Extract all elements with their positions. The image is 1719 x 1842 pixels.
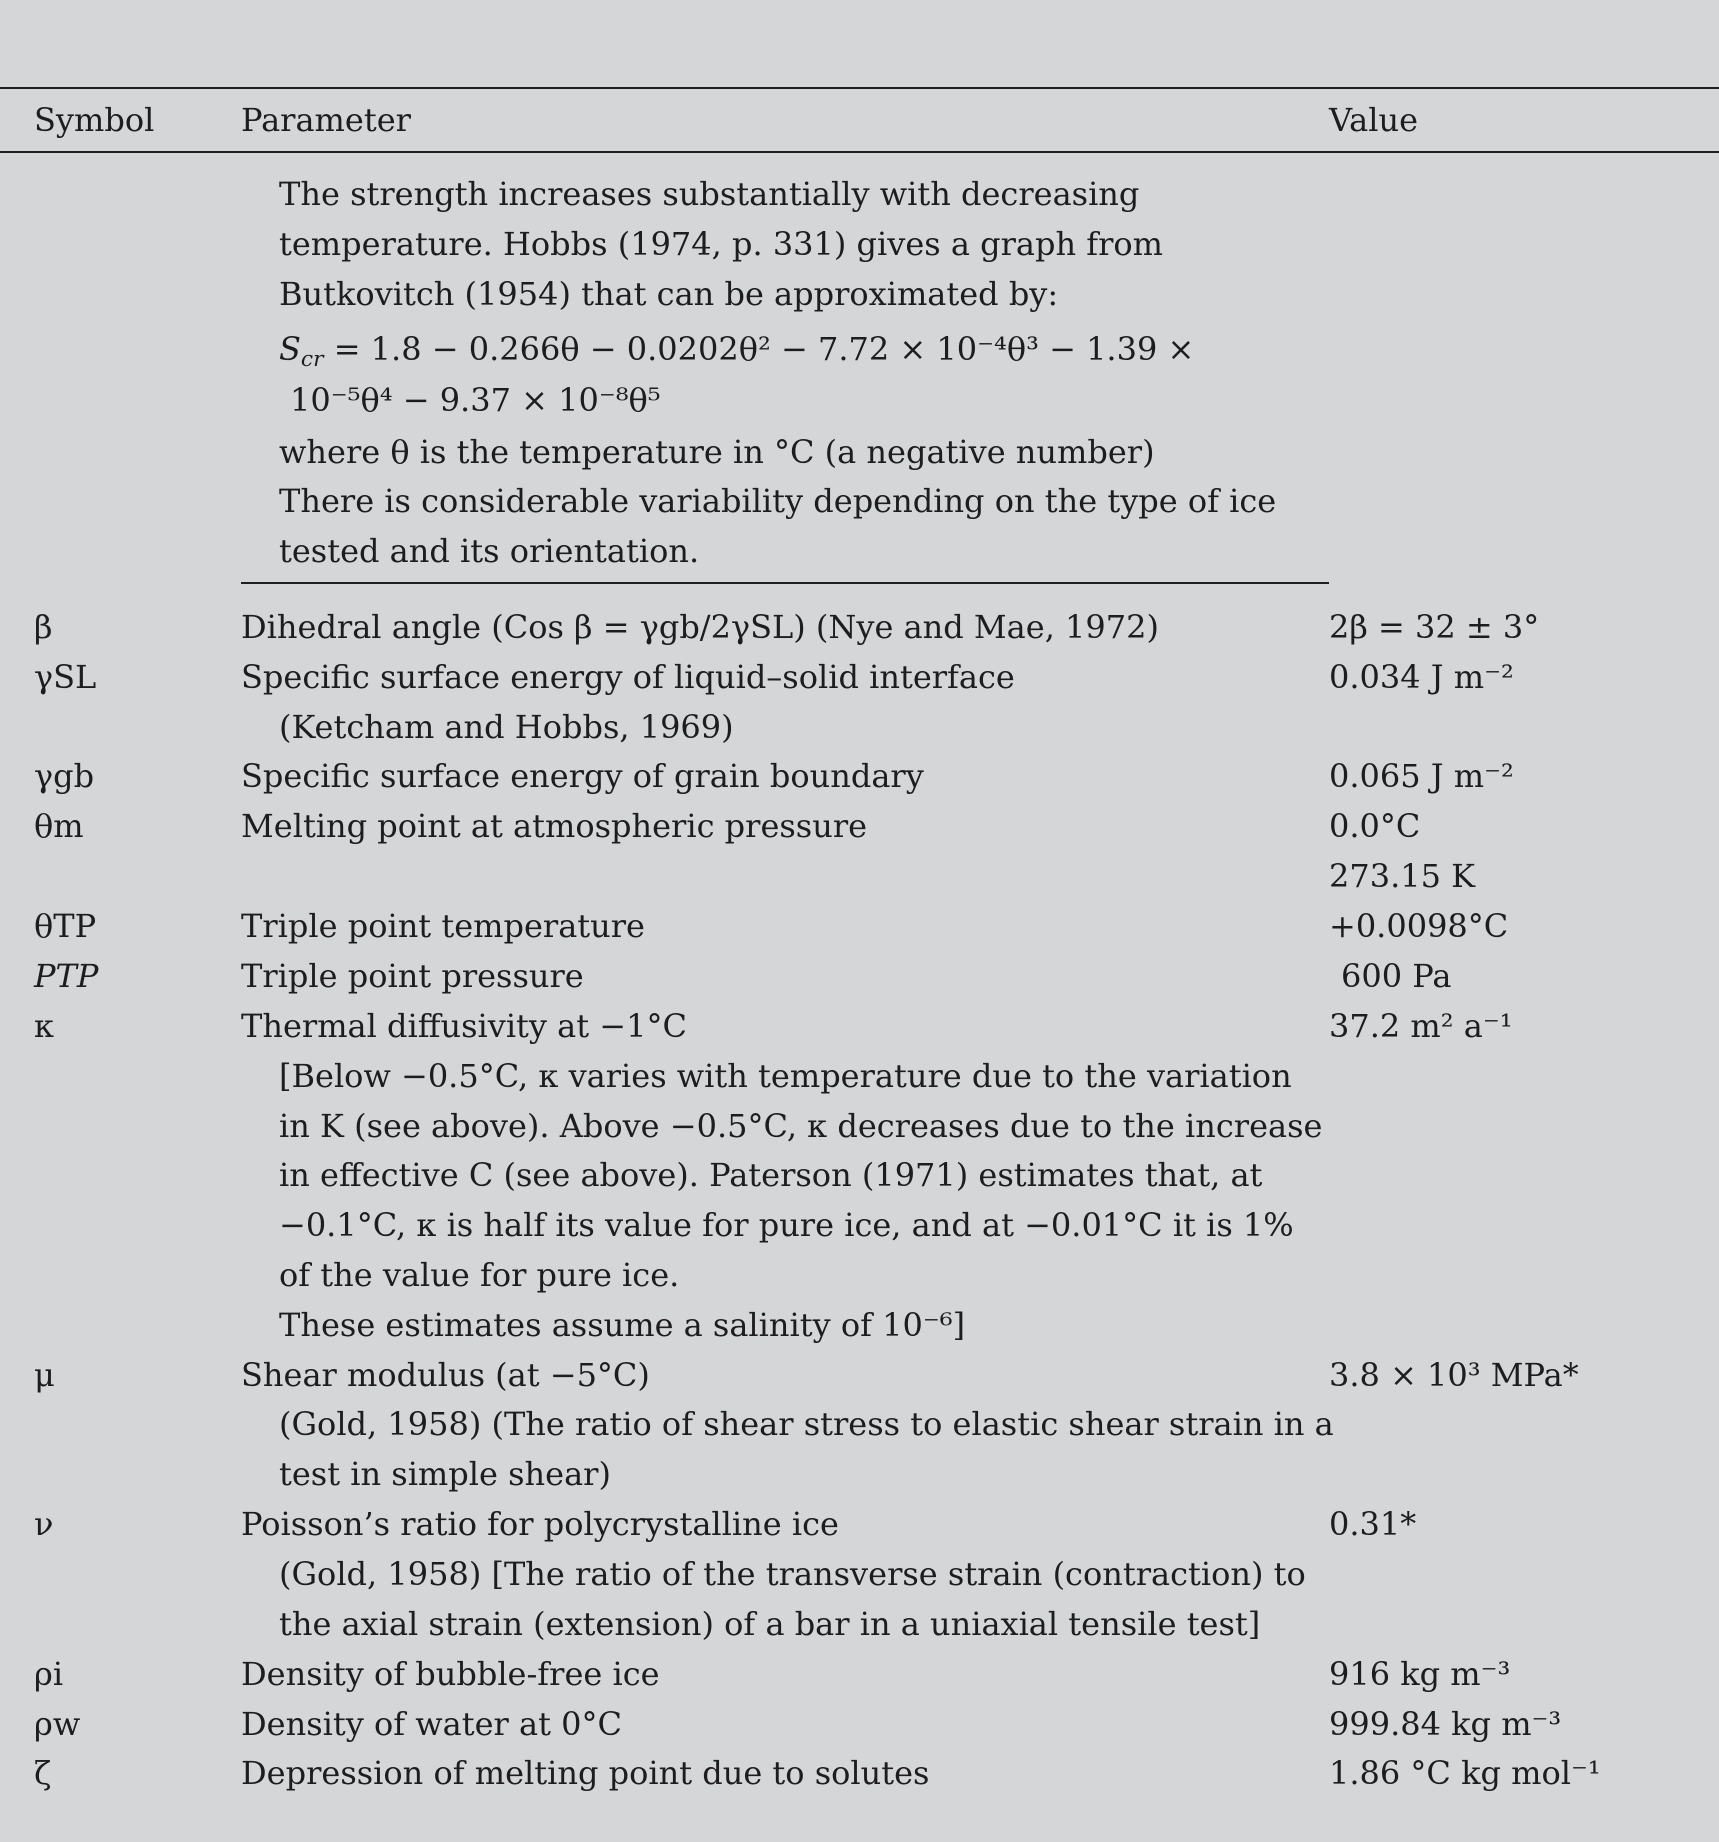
continuation-line: temperature. Hobbs (1974, p. 331) gives a graph from — [279, 225, 1163, 263]
row-symbol: γgb — [34, 757, 95, 795]
row-note: of the value for pure ice. — [279, 1256, 680, 1294]
row-note: (Gold, 1958) [The ratio of the transverse strain (contraction) to — [279, 1555, 1306, 1593]
row-symbol: PTP — [34, 957, 99, 995]
row-symbol: ζ — [34, 1754, 52, 1792]
header-value: Value — [1329, 101, 1419, 139]
header-bottom-rule — [0, 151, 1719, 153]
row-value: 0.034 J m⁻² — [1329, 658, 1514, 696]
row-parameter: Triple point temperature — [241, 907, 645, 945]
continuation-end-rule — [241, 582, 1329, 584]
row-value: 600 Pa — [1341, 957, 1452, 995]
row-parameter: Density of water at 0°C — [241, 1705, 622, 1743]
row-symbol: μ — [34, 1356, 55, 1394]
continuation-line: The strength increases substantially with decreasing — [279, 175, 1140, 213]
continuation-line: tested and its orientation. — [279, 532, 700, 570]
row-value: 3.8 × 10³ MPa* — [1329, 1356, 1579, 1394]
row-symbol: θm — [34, 807, 84, 845]
row-value: +0.0098°C — [1329, 907, 1509, 945]
row-symbol: κ — [34, 1007, 54, 1045]
header-parameter: Parameter — [241, 101, 411, 139]
row-note: (Ketcham and Hobbs, 1969) — [279, 708, 734, 746]
row-note: [Below −0.5°C, κ varies with temperature due to the variation — [279, 1057, 1292, 1095]
row-symbol: β — [34, 608, 53, 646]
row-parameter: Specific surface energy of grain boundary — [241, 757, 924, 795]
continuation-line: There is considerable variability depending on the type of ice — [279, 482, 1277, 520]
row-parameter: Poisson’s ratio for polycrystalline ice — [241, 1505, 839, 1543]
row-value: 0.31* — [1329, 1505, 1417, 1543]
row-note: the axial strain (extension) of a bar in a uniaxial tensile test] — [279, 1605, 1261, 1643]
row-parameter: Thermal diffusivity at −1°C — [241, 1007, 687, 1045]
row-note: in K (see above). Above −0.5°C, κ decreases due to the increase — [279, 1107, 1323, 1145]
row-note: (Gold, 1958) (The ratio of shear stress to elastic shear strain in a — [279, 1405, 1334, 1443]
row-value: 37.2 m² a⁻¹ — [1329, 1007, 1513, 1045]
table-top-rule — [0, 87, 1719, 89]
continuation-line: Butkovitch (1954) that can be approximated by: — [279, 275, 1059, 313]
formula-line-2: 10⁻⁵θ⁴ − 9.37 × 10⁻⁸θ⁵ — [290, 381, 661, 419]
row-parameter: Dihedral angle (Cos β = γgb/2γSL) (Nye and Mae, 1972) — [241, 608, 1159, 646]
continuation-line: where θ is the temperature in °C (a negative number) — [279, 433, 1155, 471]
row-value: 916 kg m⁻³ — [1329, 1655, 1511, 1693]
row-value: 999.84 kg m⁻³ — [1329, 1705, 1562, 1743]
row-value: 0.065 J m⁻² — [1329, 757, 1514, 795]
row-parameter: Triple point pressure — [241, 957, 584, 995]
row-value: 1.86 °C kg mol⁻¹ — [1329, 1754, 1601, 1792]
header-symbol: Symbol — [34, 101, 155, 139]
formula-line-1 — [279, 329, 1195, 373]
row-note: test in simple shear) — [279, 1455, 611, 1493]
formula-symbol: S — [279, 330, 301, 368]
row-parameter: Melting point at atmospheric pressure — [241, 807, 868, 845]
row-note: −0.1°C, κ is half its value for pure ice, and at −0.01°C it is 1% — [279, 1206, 1294, 1244]
row-parameter: Specific surface energy of liquid–solid interface — [241, 658, 1015, 696]
row-symbol: ν — [34, 1505, 54, 1543]
row-symbol: ρw — [34, 1705, 81, 1743]
row-value: 2β = 32 ± 3° — [1329, 608, 1540, 646]
row-parameter: Shear modulus (at −5°C) — [241, 1356, 650, 1394]
row-parameter: Depression of melting point due to solutes — [241, 1754, 930, 1792]
formula-text: = 1.8 − 0.266θ − 0.0202θ² − 7.72 × 10⁻⁴θ³ − 1.39 × — [323, 330, 1195, 368]
row-note: in effective C (see above). Paterson (1971) estimates that, at — [279, 1156, 1263, 1194]
row-symbol: θTP — [34, 907, 97, 945]
formula-subscript: cr — [300, 347, 324, 373]
row-value: 0.0°C — [1329, 807, 1421, 845]
row-value-secondary: 273.15 K — [1329, 857, 1476, 895]
row-note: These estimates assume a salinity of 10⁻⁶] — [279, 1306, 966, 1344]
row-symbol: γSL — [34, 658, 97, 696]
row-symbol: ρi — [34, 1655, 64, 1693]
row-parameter: Density of bubble-free ice — [241, 1655, 660, 1693]
